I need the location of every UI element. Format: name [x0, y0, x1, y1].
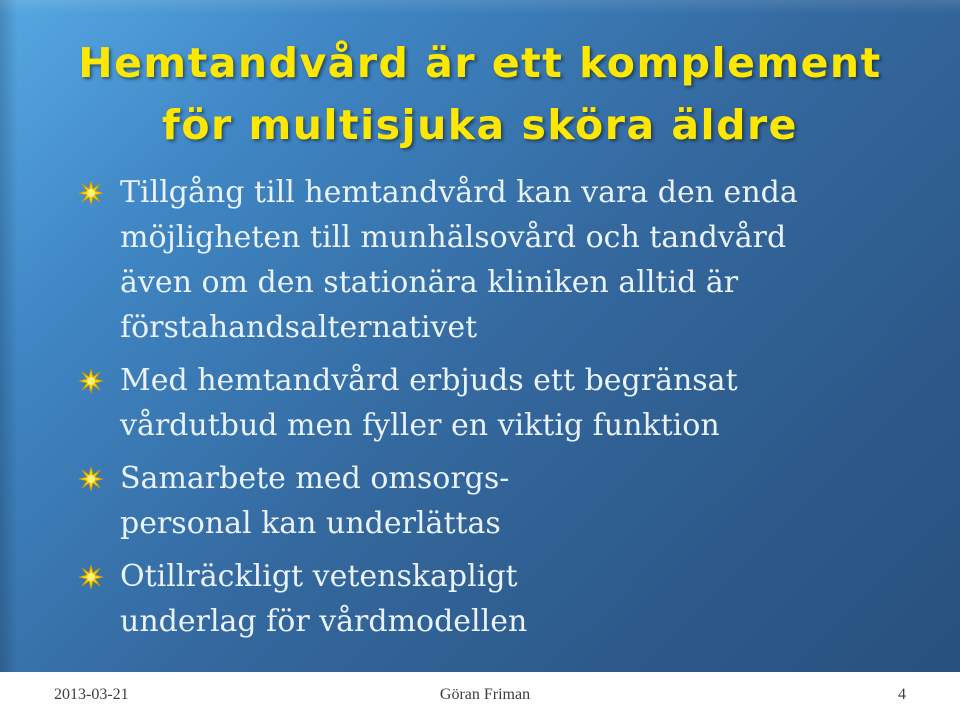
footer-page-number: 4 — [898, 686, 906, 703]
bullet-line: underlag för vårdmodellen — [120, 604, 528, 639]
slide-title-line-1: Hemtandvård är ett komplement — [78, 39, 882, 87]
slide-title-line-2: för multisjuka sköra äldre — [162, 101, 798, 149]
slide-left-shade — [0, 0, 18, 716]
slide-footer — [0, 672, 960, 716]
bullet-line: möjligheten till munhälsovård och tandvård — [120, 220, 787, 255]
bullet-item-3 — [78, 456, 898, 546]
footer-author: Göran Friman — [439, 686, 531, 703]
starburst-bullet-icon — [78, 180, 104, 206]
bullet-text — [120, 358, 898, 448]
bullet-line: personal kan underlättas — [120, 506, 501, 541]
starburst-bullet-icon — [78, 564, 104, 590]
slide-title — [30, 32, 930, 156]
bullet-item-1 — [78, 170, 898, 350]
bullet-line: Tillgång till hemtandvård kan vara den enda — [120, 175, 798, 210]
bullet-text — [120, 456, 898, 546]
starburst-bullet-icon — [78, 368, 104, 394]
footer-date: 2013-03-21 — [54, 686, 129, 703]
slide-top-glow — [0, 0, 960, 14]
bullet-list — [78, 170, 898, 652]
bullet-item-4 — [78, 554, 898, 644]
bullet-line: även om den stationära kliniken alltid är — [120, 265, 739, 300]
starburst-bullet-icon — [78, 466, 104, 492]
bullet-line: vårdutbud men fyller en viktig funktion — [120, 408, 720, 443]
bullet-text — [120, 554, 898, 644]
bullet-text — [120, 170, 898, 350]
bullet-line: Otillräckligt vetenskapligt — [120, 559, 518, 594]
bullet-line: förstahandsalternativet — [120, 310, 478, 345]
bullet-line: Samarbete med omsorgs- — [120, 461, 510, 496]
bullet-line: Med hemtandvård erbjuds ett begränsat — [120, 363, 738, 398]
bullet-item-2 — [78, 358, 898, 448]
